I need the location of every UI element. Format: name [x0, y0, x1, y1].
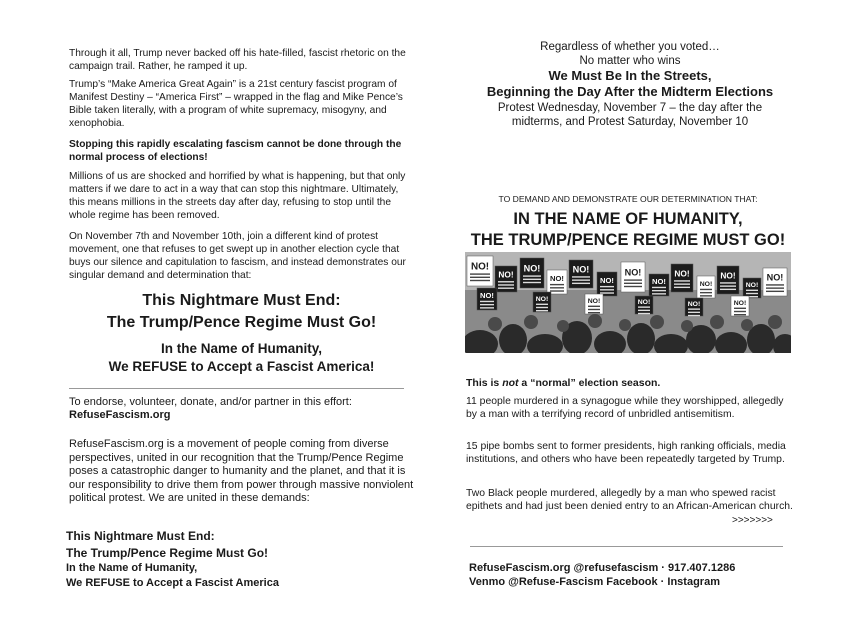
season-emphasis: not — [502, 377, 519, 389]
protest-sign — [697, 276, 715, 298]
contact-line-1[interactable]: RefuseFascism.org @refusefascism · 917.407.1286 — [469, 562, 736, 574]
protest-sign — [467, 256, 493, 286]
headline-regime: The Trump/Pence Regime Must Go! — [106, 314, 377, 331]
contact-line-2[interactable]: Venmo @Refuse-Fascism Facebook · Instagram — [469, 576, 720, 588]
svg-text:NO!: NO! — [535, 296, 549, 303]
paragraph-about: RefuseFascism.org is a movement of people coming from diverse perspectives, united in our recognition that the Trump/Pence Regime poses a catastrophic danger to humanity and the planet, and that it is our responsibility to drive them from power through massive nonviolent political protest. We are united in these demands: — [69, 438, 414, 504]
paragraph-november: On November 7th and November 10th, join a different kind of protest movement, one that refuses to get swept up in another election cycle that buys our silence and capitulation to fascism, and instead demonstrates our singular demand and determination that: — [69, 231, 406, 281]
svg-text:NO!: NO! — [637, 299, 651, 307]
protest-sign — [685, 298, 703, 316]
headline-nightmare: This Nightmare Must End: — [142, 292, 341, 309]
headline-name-humanity: IN THE NAME OF HUMANITY, — [513, 210, 743, 228]
intro-no-matter: No matter who wins — [579, 55, 681, 67]
demand-caption: TO DEMAND AND DEMONSTRATE OUR DETERMINATION THAT: — [498, 194, 758, 204]
demand-humanity: In the Name of Humanity, — [66, 562, 198, 574]
protest-sign — [763, 268, 787, 296]
paragraph-millions: Millions of us are shocked and horrified by what is happening, but that only matters if we dare to act in a way that can stop this nightmare. Ultimately, this means millions in the streets day after day, refusing to stop until the whole regime has been removed. — [69, 171, 406, 221]
svg-text:NO!: NO! — [470, 261, 490, 273]
protest-crowd-illustration — [465, 252, 791, 353]
headline-regime-go: THE TRUMP/PENCE REGIME MUST GO! — [470, 231, 786, 249]
svg-text:NO!: NO! — [587, 298, 601, 305]
svg-text:NO!: NO! — [674, 268, 690, 279]
event-synagogue: 11 people murdered in a synagogue while they worshipped, allegedly by a man with a terrifying record of unbridled antisemitism. — [466, 396, 784, 420]
protest-sign — [743, 278, 761, 298]
svg-text:NO!: NO! — [720, 270, 736, 281]
protest-sign — [569, 260, 593, 288]
protest-sign — [671, 264, 693, 292]
svg-text:NO!: NO! — [766, 272, 784, 283]
protest-sign — [520, 258, 544, 288]
svg-text:NO!: NO! — [523, 263, 541, 274]
headline-streets: We Must Be In the Streets, — [548, 68, 712, 83]
season-heading — [466, 377, 796, 390]
season-pre: This is — [466, 377, 503, 389]
headline-midterm: Beginning the Day After the Midterm Elections — [486, 84, 774, 99]
svg-text:NO!: NO! — [498, 269, 514, 280]
divider-left — [69, 388, 404, 389]
svg-text:NO!: NO! — [687, 301, 701, 309]
protest-sign — [731, 296, 749, 316]
demand-nightmare: This Nightmare Must End: — [66, 529, 215, 543]
svg-text:NO!: NO! — [652, 276, 666, 286]
protest-sign — [547, 270, 567, 294]
demand-regime: The Trump/Pence Regime Must Go! — [66, 546, 269, 560]
svg-text:NO!: NO! — [572, 264, 590, 275]
paragraph-maga: Trump’s “Make America Great Again” is a 21st century fascist program of Manifest Destiny – “America First” – wrapped in the flag and Mike Pence’s Bible taken literally, with a program of white supremacy, misogyny, and xenophobia. — [69, 79, 403, 129]
protest-sign — [477, 288, 497, 310]
continue-arrows: >>>>>>> — [732, 515, 773, 526]
svg-text:NO!: NO! — [600, 275, 614, 285]
protest-dates-2: midterms, and Protest Saturday, November 10 — [511, 116, 749, 128]
season-post: a “normal” election season. — [518, 377, 661, 389]
svg-text:NO!: NO! — [733, 300, 747, 307]
protest-sign — [635, 296, 653, 314]
demand-refuse: We REFUSE to Accept a Fascist America — [66, 577, 279, 589]
svg-text:NO!: NO! — [699, 280, 713, 288]
svg-text:NO!: NO! — [480, 290, 494, 300]
protest-sign — [717, 266, 739, 294]
event-church: Two Black people murdered, allegedly by a man who spewed racist epithets and had just been denied entry to an African-American church. — [466, 488, 793, 512]
protest-sign — [495, 266, 517, 292]
protest-sign — [649, 274, 669, 296]
protest-sign — [597, 272, 617, 296]
paragraph-stopping-fascism: Stopping this rapidly escalating fascism cannot be done through the normal process of elections! — [69, 139, 402, 163]
subhead-humanity: In the Name of Humanity, — [160, 341, 323, 356]
divider-right — [470, 546, 783, 547]
protest-dates-1: Protest Wednesday, November 7 – the day after the — [497, 102, 763, 114]
paragraph-campaign-rhetoric: Through it all, Trump never backed off his hate-filled, fascist rhetoric on the campaign trail. Rather, he ramped it up. — [69, 48, 406, 72]
endorse-link[interactable]: RefuseFascism.org — [69, 409, 171, 421]
protest-sign — [533, 292, 551, 312]
endorse-text: To endorse, volunteer, donate, and/or partner in this effort: — [69, 396, 352, 408]
svg-text:NO!: NO! — [624, 267, 642, 278]
subhead-refuse: We REFUSE to Accept a Fascist America! — [108, 359, 375, 374]
protest-sign — [621, 262, 645, 292]
svg-text:NO!: NO! — [745, 282, 759, 289]
protest-photo — [465, 252, 791, 353]
svg-text:NO!: NO! — [550, 273, 564, 283]
event-pipe-bombs: 15 pipe bombs sent to former presidents, high ranking officials, media institutions, and others who have been repeatedly targeted by Trump. — [466, 441, 786, 465]
intro-regardless: Regardless of whether you voted… — [540, 41, 720, 53]
protest-sign — [585, 294, 603, 314]
